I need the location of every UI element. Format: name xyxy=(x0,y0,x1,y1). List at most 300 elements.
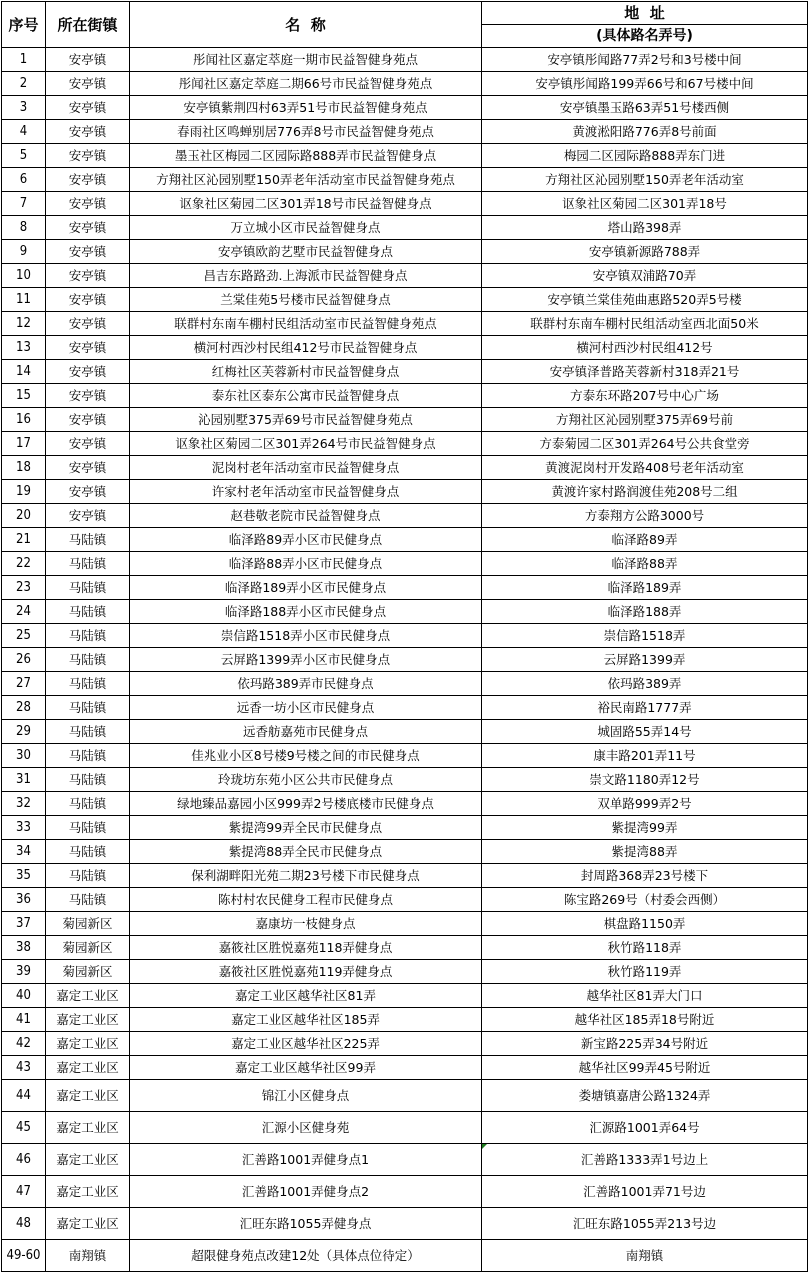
cell-name[interactable] xyxy=(130,360,482,384)
table-row xyxy=(2,1056,808,1080)
cell-index-text: 8 xyxy=(19,219,28,235)
cell-address[interactable] xyxy=(482,216,808,240)
cell-index[interactable] xyxy=(2,720,46,744)
cell-town[interactable] xyxy=(46,1240,130,1272)
cell-name[interactable] xyxy=(130,144,482,168)
cell-index[interactable] xyxy=(2,264,46,288)
cell-town[interactable] xyxy=(46,216,130,240)
cell-address[interactable] xyxy=(482,960,808,984)
cell-name-text: 泰东社区泰东公寓市民益智健身点 xyxy=(211,387,400,403)
cell-town-text: 安亭镇 xyxy=(68,483,107,499)
cell-index[interactable] xyxy=(2,768,46,792)
cell-address[interactable] xyxy=(482,1112,808,1144)
cell-index[interactable] xyxy=(2,960,46,984)
cell-name[interactable] xyxy=(130,528,482,552)
cell-town[interactable] xyxy=(46,576,130,600)
cell-town[interactable] xyxy=(46,1112,130,1144)
cell-address[interactable] xyxy=(482,1008,808,1032)
cell-index[interactable] xyxy=(2,312,46,336)
cell-name[interactable] xyxy=(130,1112,482,1144)
cell-town[interactable] xyxy=(46,456,130,480)
table-row xyxy=(2,384,808,408)
header-index[interactable]: 序号 xyxy=(2,2,46,48)
cell-town-text: 安亭镇 xyxy=(68,123,107,139)
cell-town[interactable] xyxy=(46,552,130,576)
cell-town[interactable] xyxy=(46,840,130,864)
cell-address-text: 新宝路225弄34号附近 xyxy=(580,1035,709,1051)
cell-name[interactable] xyxy=(130,792,482,816)
cell-name[interactable] xyxy=(130,408,482,432)
cell-town[interactable] xyxy=(46,720,130,744)
cell-name[interactable] xyxy=(130,72,482,96)
cell-index[interactable] xyxy=(2,432,46,456)
cell-address[interactable] xyxy=(482,936,808,960)
cell-address[interactable] xyxy=(482,1032,808,1056)
cell-town[interactable] xyxy=(46,504,130,528)
cell-index[interactable] xyxy=(2,744,46,768)
cell-town-text: 安亭镇 xyxy=(68,507,107,523)
cell-town[interactable] xyxy=(46,480,130,504)
cell-index[interactable] xyxy=(2,1144,46,1176)
cell-town[interactable] xyxy=(46,240,130,264)
cell-name-text: 汇源小区健身苑 xyxy=(261,1119,350,1135)
cell-address-text: 秋竹路118弄 xyxy=(607,939,682,955)
cell-address-text: 方翔社区沁园别墅375弄69号前 xyxy=(555,411,734,427)
cell-index-text: 24 xyxy=(16,603,31,619)
cell-address[interactable] xyxy=(482,240,808,264)
cell-name[interactable] xyxy=(130,552,482,576)
table-row xyxy=(2,936,808,960)
table-row xyxy=(2,456,808,480)
cell-index[interactable] xyxy=(2,120,46,144)
cell-town-text: 马陆镇 xyxy=(68,891,107,907)
cell-index-text: 3 xyxy=(19,99,28,115)
cell-town-text: 安亭镇 xyxy=(68,339,107,355)
cell-town-text: 安亭镇 xyxy=(68,171,107,187)
cell-address[interactable] xyxy=(482,888,808,912)
cell-address-text: 紫提湾99弄 xyxy=(611,819,678,835)
cell-town[interactable] xyxy=(46,528,130,552)
cell-name[interactable] xyxy=(130,432,482,456)
cell-index[interactable] xyxy=(2,912,46,936)
cell-address-text: 黄渡淞阳路776弄8号前面 xyxy=(572,123,717,139)
cell-name[interactable] xyxy=(130,912,482,936)
cell-index-text: 23 xyxy=(16,579,31,595)
cell-name[interactable] xyxy=(130,120,482,144)
table-row xyxy=(2,336,808,360)
header-name[interactable]: 名 称 xyxy=(130,2,482,48)
cell-town[interactable] xyxy=(46,816,130,840)
cell-index[interactable] xyxy=(2,336,46,360)
cell-name[interactable] xyxy=(130,216,482,240)
cell-town-text: 马陆镇 xyxy=(68,579,107,595)
cell-index[interactable] xyxy=(2,216,46,240)
error-indicator-icon[interactable] xyxy=(482,1144,487,1149)
header-town[interactable]: 所在街镇 xyxy=(46,2,130,48)
cell-name[interactable] xyxy=(130,504,482,528)
cell-name-text: 远香一坊小区市民健身点 xyxy=(236,699,375,715)
cell-town-text: 安亭镇 xyxy=(68,291,107,307)
cell-name[interactable] xyxy=(130,480,482,504)
cell-index[interactable] xyxy=(2,72,46,96)
cell-index[interactable] xyxy=(2,96,46,120)
cell-town[interactable] xyxy=(46,696,130,720)
cell-index[interactable] xyxy=(2,1080,46,1112)
cell-address-text: 临泽路188弄 xyxy=(607,603,682,619)
cell-index[interactable] xyxy=(2,696,46,720)
cell-address[interactable] xyxy=(482,432,808,456)
cell-town-text: 安亭镇 xyxy=(68,147,107,163)
cell-name[interactable] xyxy=(130,1240,482,1272)
cell-index-text: 28 xyxy=(16,699,31,715)
cell-address-text: 崇信路1518弄 xyxy=(603,627,686,643)
cell-index[interactable] xyxy=(2,384,46,408)
cell-name-text: 兰棠佳苑5号楼市民益智健身点 xyxy=(220,291,391,307)
cell-town[interactable] xyxy=(46,432,130,456)
cell-town[interactable] xyxy=(46,96,130,120)
cell-town[interactable] xyxy=(46,600,130,624)
cell-index-text: 12 xyxy=(16,315,31,331)
cell-address[interactable] xyxy=(482,480,808,504)
cell-name[interactable] xyxy=(130,168,482,192)
cell-name[interactable] xyxy=(130,864,482,888)
cell-index[interactable] xyxy=(2,648,46,672)
cell-address-text: 安亭镇彤闻路77弄2号和3号楼中间 xyxy=(547,51,742,67)
cell-index[interactable] xyxy=(2,240,46,264)
cell-name[interactable] xyxy=(130,48,482,72)
cell-town[interactable] xyxy=(46,792,130,816)
cell-town[interactable] xyxy=(46,144,130,168)
cell-town[interactable] xyxy=(46,936,130,960)
cell-name[interactable] xyxy=(130,672,482,696)
cell-index-text: 7 xyxy=(19,195,28,211)
cell-index[interactable] xyxy=(2,1112,46,1144)
cell-town[interactable] xyxy=(46,648,130,672)
cell-index[interactable] xyxy=(2,888,46,912)
cell-name[interactable] xyxy=(130,288,482,312)
cell-name-text: 安亭镇紫荆四村63弄51号市民益智健身苑点 xyxy=(183,99,428,115)
cell-index[interactable] xyxy=(2,1056,46,1080)
cell-address[interactable] xyxy=(482,72,808,96)
cell-town[interactable] xyxy=(46,960,130,984)
table-row xyxy=(2,720,808,744)
cell-address[interactable] xyxy=(482,1208,808,1240)
cell-town[interactable] xyxy=(46,72,130,96)
cell-address[interactable] xyxy=(482,864,808,888)
cell-town-text: 嘉定工业区 xyxy=(56,1183,119,1199)
cell-index[interactable] xyxy=(2,624,46,648)
cell-town-text: 嘉定工业区 xyxy=(56,1059,119,1075)
cell-name[interactable] xyxy=(130,264,482,288)
cell-index-text: 26 xyxy=(16,651,31,667)
cell-name[interactable] xyxy=(130,984,482,1008)
cell-name[interactable] xyxy=(130,1080,482,1112)
cell-address-text: 方翔社区沁园别墅150弄老年活动室 xyxy=(545,171,744,187)
cell-address[interactable] xyxy=(482,120,808,144)
cell-name[interactable] xyxy=(130,336,482,360)
cell-name-text: 紫提湾88弄全民市民健身点 xyxy=(228,843,383,859)
cell-address[interactable] xyxy=(482,360,808,384)
cell-address-text: 越华社区99弄45号附近 xyxy=(578,1059,711,1075)
cell-index[interactable] xyxy=(2,672,46,696)
cell-index-text: 1 xyxy=(19,51,28,67)
cell-address[interactable] xyxy=(482,600,808,624)
cell-town[interactable] xyxy=(46,912,130,936)
cell-name[interactable] xyxy=(130,1032,482,1056)
cell-address[interactable] xyxy=(482,1080,808,1112)
cell-index-text: 37 xyxy=(16,915,31,931)
cell-index[interactable] xyxy=(2,192,46,216)
table-row xyxy=(2,144,808,168)
cell-name-text: 云屏路1399弄小区市民健身点 xyxy=(220,651,391,667)
cell-town[interactable] xyxy=(46,1032,130,1056)
cell-address-text: 安亭镇墨玉路63弄51号楼西侧 xyxy=(559,99,730,115)
cell-address[interactable] xyxy=(482,384,808,408)
cell-town[interactable] xyxy=(46,336,130,360)
cell-address[interactable] xyxy=(482,840,808,864)
table-row xyxy=(2,1144,808,1176)
cell-address[interactable] xyxy=(482,1240,808,1272)
cell-name-text: 临泽路189弄小区市民健身点 xyxy=(224,579,387,595)
cell-address[interactable] xyxy=(482,768,808,792)
cell-name-text: 方翔社区沁园别墅150弄老年活动室市民益智健身苑点 xyxy=(156,171,455,187)
cell-address[interactable] xyxy=(482,672,808,696)
cell-index-text: 36 xyxy=(16,891,31,907)
cell-index-text: 6 xyxy=(19,171,28,187)
table-row xyxy=(2,960,808,984)
table-row xyxy=(2,1176,808,1208)
cell-town[interactable] xyxy=(46,744,130,768)
cell-index-text: 18 xyxy=(16,459,31,475)
cell-name[interactable] xyxy=(130,312,482,336)
cell-address[interactable] xyxy=(482,264,808,288)
cell-name[interactable] xyxy=(130,768,482,792)
cell-town[interactable] xyxy=(46,888,130,912)
cell-town[interactable] xyxy=(46,264,130,288)
table-row xyxy=(2,648,808,672)
cell-address[interactable] xyxy=(482,336,808,360)
header-address[interactable]: 地 址 xyxy=(482,2,808,25)
header-address-detail[interactable]: (具体路名弄号) xyxy=(482,25,808,48)
cell-index-text: 9 xyxy=(19,243,28,259)
cell-address[interactable] xyxy=(482,720,808,744)
cell-town[interactable] xyxy=(46,984,130,1008)
cell-address-text: 联群村东南车棚村民组活动室西北面50米 xyxy=(530,315,759,331)
cell-name-text: 紫提湾99弄全民市民健身点 xyxy=(228,819,383,835)
cell-name-text: 联群村东南车棚村民组活动室市民益智健身苑点 xyxy=(174,315,437,331)
cell-address[interactable] xyxy=(482,816,808,840)
cell-address[interactable] xyxy=(482,96,808,120)
table-row xyxy=(2,288,808,312)
cell-address[interactable] xyxy=(482,1056,808,1080)
cell-index-text: 11 xyxy=(16,291,31,307)
cell-address[interactable] xyxy=(482,312,808,336)
cell-name[interactable] xyxy=(130,1056,482,1080)
cell-index[interactable] xyxy=(2,288,46,312)
cell-index[interactable] xyxy=(2,576,46,600)
cell-town[interactable] xyxy=(46,864,130,888)
cell-town[interactable] xyxy=(46,1056,130,1080)
cell-name[interactable] xyxy=(130,888,482,912)
table-row xyxy=(2,1208,808,1240)
cell-index-text: 25 xyxy=(16,627,31,643)
cell-town[interactable] xyxy=(46,1080,130,1112)
cell-index-text: 13 xyxy=(16,339,31,355)
cell-town-text: 安亭镇 xyxy=(68,219,107,235)
cell-index-text: 17 xyxy=(16,435,31,451)
cell-town[interactable] xyxy=(46,672,130,696)
cell-name[interactable] xyxy=(130,816,482,840)
cell-index[interactable] xyxy=(2,984,46,1008)
cell-address[interactable] xyxy=(482,552,808,576)
cell-town[interactable] xyxy=(46,48,130,72)
cell-address-text: 梅园二区园际路888弄东门进 xyxy=(563,147,726,163)
cell-index[interactable] xyxy=(2,840,46,864)
cell-index-text: 45 xyxy=(16,1119,31,1135)
cell-index[interactable] xyxy=(2,936,46,960)
cell-index[interactable] xyxy=(2,792,46,816)
cell-index[interactable] xyxy=(2,816,46,840)
cell-address-text: 城固路55弄14号 xyxy=(597,723,692,739)
table-row xyxy=(2,792,808,816)
cell-index[interactable] xyxy=(2,408,46,432)
cell-town-text: 马陆镇 xyxy=(68,627,107,643)
cell-town-text: 嘉定工业区 xyxy=(56,1151,119,1167)
cell-address[interactable] xyxy=(482,456,808,480)
cell-name[interactable] xyxy=(130,576,482,600)
cell-town-text: 马陆镇 xyxy=(68,723,107,739)
cell-index[interactable] xyxy=(2,360,46,384)
cell-name[interactable] xyxy=(130,936,482,960)
cell-index[interactable] xyxy=(2,504,46,528)
table-row xyxy=(2,672,808,696)
cell-town[interactable] xyxy=(46,1176,130,1208)
cell-address[interactable] xyxy=(482,48,808,72)
cell-name-text: 玲珑坊东苑小区公共市民健身点 xyxy=(217,771,393,787)
cell-town[interactable] xyxy=(46,192,130,216)
cell-address[interactable] xyxy=(482,792,808,816)
cell-address[interactable] xyxy=(482,912,808,936)
cell-index-text: 20 xyxy=(16,507,31,523)
cell-index[interactable] xyxy=(2,528,46,552)
cell-town[interactable] xyxy=(46,624,130,648)
cell-address[interactable] xyxy=(482,192,808,216)
cell-name-text: 昌吉东路路劲.上海派市民益智健身点 xyxy=(203,267,408,283)
cell-address[interactable] xyxy=(482,504,808,528)
cell-name-text: 泥岗村老年活动室市民益智健身点 xyxy=(211,459,400,475)
cell-address[interactable] xyxy=(482,576,808,600)
cell-address[interactable] xyxy=(482,1144,808,1176)
cell-index[interactable] xyxy=(2,1032,46,1056)
table-row xyxy=(2,240,808,264)
cell-address[interactable] xyxy=(482,528,808,552)
cell-town[interactable] xyxy=(46,1008,130,1032)
cell-name[interactable] xyxy=(130,96,482,120)
cell-address[interactable] xyxy=(482,288,808,312)
cell-name-text: 汇善路1001弄健身点2 xyxy=(241,1183,370,1199)
cell-town-text: 菊园新区 xyxy=(62,939,113,955)
cell-index-text: 27 xyxy=(16,675,31,691)
cell-name[interactable] xyxy=(130,192,482,216)
cell-name[interactable] xyxy=(130,384,482,408)
cell-name[interactable] xyxy=(130,1008,482,1032)
cell-address[interactable] xyxy=(482,168,808,192)
cell-town[interactable] xyxy=(46,384,130,408)
cell-index[interactable] xyxy=(2,168,46,192)
cell-town-text: 安亭镇 xyxy=(68,459,107,475)
cell-address-text: 方泰菊园二区301弄264号公共食堂旁 xyxy=(539,435,750,451)
cell-address-text: 南翔镇 xyxy=(625,1247,664,1263)
cell-address[interactable] xyxy=(482,984,808,1008)
cell-address-text: 娄塘镇嘉唐公路1324弄 xyxy=(578,1087,711,1103)
cell-name[interactable] xyxy=(130,960,482,984)
cell-name[interactable] xyxy=(130,720,482,744)
cell-address-text: 崇文路1180弄12号 xyxy=(589,771,700,787)
cell-name-text: 彤闻社区嘉定萃庭一期市民益智健身苑点 xyxy=(192,51,418,67)
cell-index-text: 40 xyxy=(16,987,31,1003)
cell-index[interactable] xyxy=(2,1176,46,1208)
cell-index[interactable] xyxy=(2,600,46,624)
cell-address[interactable] xyxy=(482,696,808,720)
cell-name[interactable] xyxy=(130,600,482,624)
cell-index[interactable] xyxy=(2,1240,46,1272)
cell-town[interactable] xyxy=(46,768,130,792)
cell-town-text: 安亭镇 xyxy=(68,75,107,91)
cell-town[interactable] xyxy=(46,408,130,432)
cell-name[interactable] xyxy=(130,840,482,864)
cell-name[interactable] xyxy=(130,624,482,648)
cell-address[interactable] xyxy=(482,624,808,648)
cell-address[interactable] xyxy=(482,144,808,168)
cell-index[interactable] xyxy=(2,144,46,168)
cell-name[interactable] xyxy=(130,1208,482,1240)
cell-index[interactable] xyxy=(2,456,46,480)
cell-index-text: 41 xyxy=(16,1011,31,1027)
cell-name[interactable] xyxy=(130,240,482,264)
cell-address[interactable] xyxy=(482,744,808,768)
cell-index-text: 31 xyxy=(16,771,31,787)
cell-name-text: 嘉定工业区越华社区99弄 xyxy=(235,1059,376,1075)
cell-name[interactable] xyxy=(130,456,482,480)
cell-name[interactable] xyxy=(130,648,482,672)
cell-town[interactable] xyxy=(46,360,130,384)
cell-address-text: 秋竹路119弄 xyxy=(607,963,682,979)
cell-town[interactable] xyxy=(46,312,130,336)
cell-name[interactable] xyxy=(130,696,482,720)
cell-town-text: 马陆镇 xyxy=(68,699,107,715)
cell-town[interactable] xyxy=(46,1144,130,1176)
cell-index[interactable] xyxy=(2,480,46,504)
cell-town[interactable] xyxy=(46,288,130,312)
cell-address[interactable] xyxy=(482,648,808,672)
cell-name[interactable] xyxy=(130,1144,482,1176)
cell-index[interactable] xyxy=(2,864,46,888)
cell-index[interactable] xyxy=(2,552,46,576)
cell-name[interactable] xyxy=(130,1176,482,1208)
table-row xyxy=(2,552,808,576)
cell-address[interactable] xyxy=(482,408,808,432)
cell-town[interactable] xyxy=(46,1208,130,1240)
table-row xyxy=(2,216,808,240)
cell-index[interactable] xyxy=(2,1008,46,1032)
cell-address[interactable] xyxy=(482,1176,808,1208)
cell-name[interactable] xyxy=(130,744,482,768)
cell-index[interactable] xyxy=(2,48,46,72)
cell-index[interactable] xyxy=(2,1208,46,1240)
cell-town-text: 安亭镇 xyxy=(68,99,107,115)
cell-town[interactable] xyxy=(46,120,130,144)
cell-town[interactable] xyxy=(46,168,130,192)
